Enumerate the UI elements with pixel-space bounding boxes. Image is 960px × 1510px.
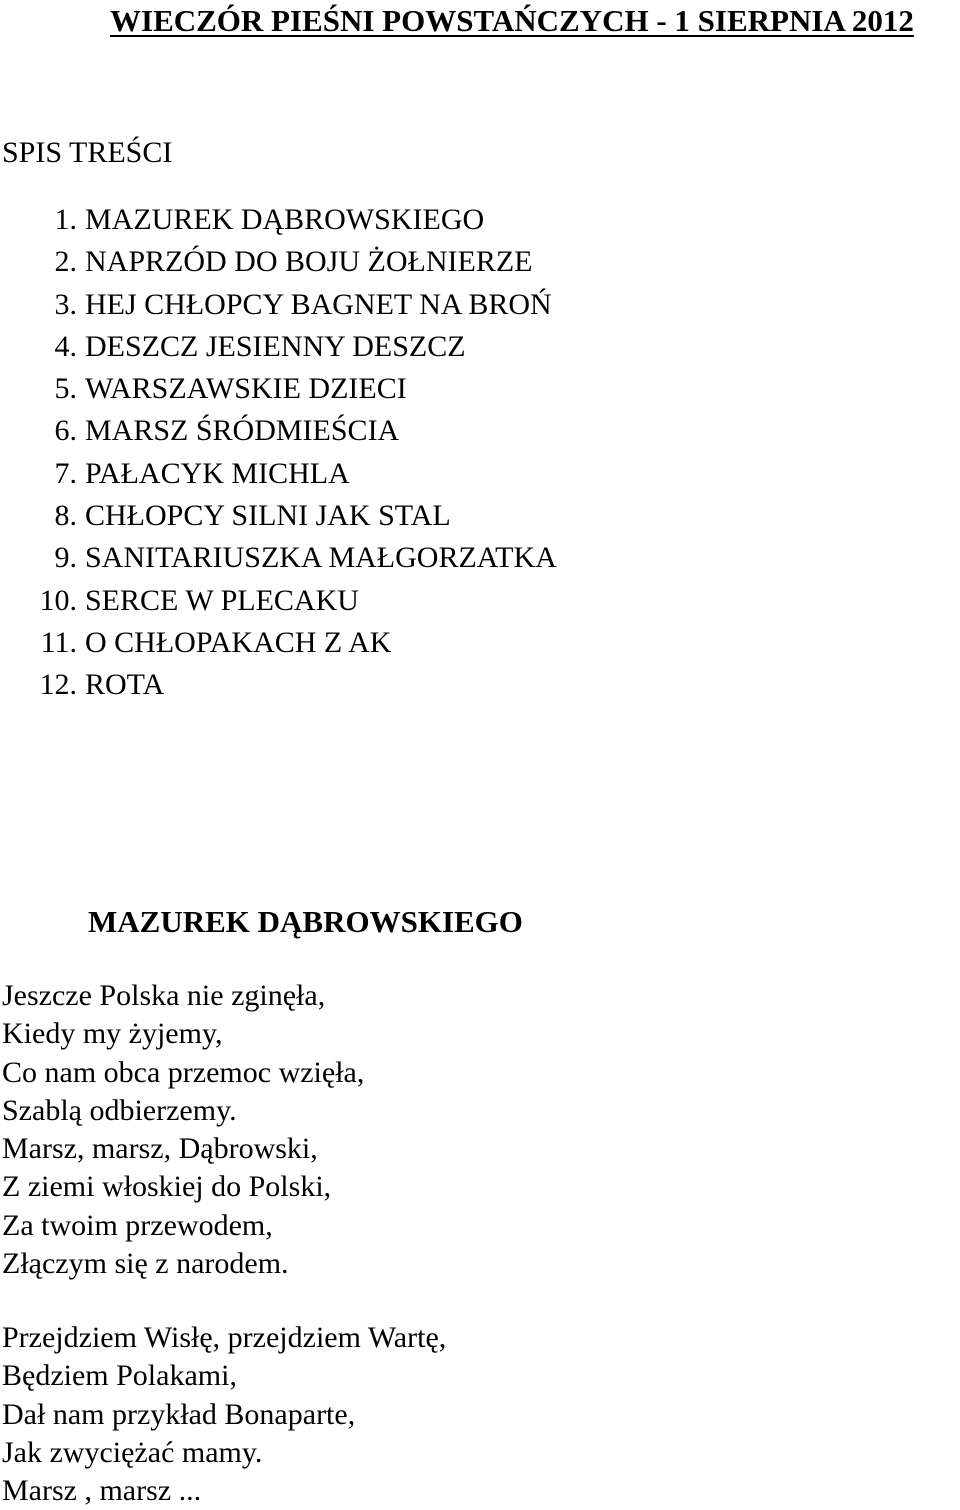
toc-item-title: WARSZAWSKIE DZIECI xyxy=(85,372,407,406)
toc-item xyxy=(2,199,557,241)
toc-heading: SPIS TREŚCI xyxy=(2,136,173,169)
lyric-line: Kiedy my żyjemy, xyxy=(2,1017,223,1051)
toc-item-title: SERCE W PLECAKU xyxy=(85,583,359,617)
stanza-1 xyxy=(2,977,364,1283)
toc-item-title: MAZUREK DĄBROWSKIEGO xyxy=(85,203,485,236)
toc-item-title: SANITARIUSZKA MAŁGORZATKA xyxy=(85,541,557,575)
lyric-line: Z ziemi włoskiej do Polski, xyxy=(2,1170,332,1204)
toc-item-title: DESZCZ JESIENNY DESZCZ xyxy=(85,329,466,363)
song-title: MAZUREK DĄBROWSKIEGO xyxy=(88,904,523,939)
toc-item xyxy=(2,453,557,495)
toc-item xyxy=(2,241,557,283)
toc-item-number: 1. xyxy=(54,203,77,236)
lyric-line: Co nam obca przemoc wzięła, xyxy=(2,1055,365,1089)
toc-item-number: 4. xyxy=(54,329,77,363)
lyric-line: Dał nam przykład Bonaparte, xyxy=(2,1397,356,1431)
toc-item-number: 5. xyxy=(54,372,77,406)
toc-item xyxy=(2,284,557,326)
toc-item xyxy=(2,580,557,622)
toc-item xyxy=(2,495,557,537)
toc-item-title: MARSZ ŚRÓDMIEŚCIA xyxy=(85,414,400,448)
stanza-2 xyxy=(2,1319,446,1510)
toc-item-title: NAPRZÓD DO BOJU ŻOŁNIERZE xyxy=(85,245,533,279)
lyric-line: Jeszcze Polska nie zginęła, xyxy=(2,979,326,1012)
toc-item-number: 2. xyxy=(54,245,77,279)
lyric-line: Za twoim przewodem, xyxy=(2,1208,273,1242)
lyric-line: Będziem Polakami, xyxy=(2,1359,237,1393)
lyric-line: Marsz , marsz ... xyxy=(2,1474,202,1508)
toc-item-number: 10. xyxy=(39,583,77,617)
toc-item xyxy=(2,537,557,579)
toc-item xyxy=(2,664,557,706)
toc-item xyxy=(2,622,557,664)
toc-item-title: O CHŁOPAKACH Z AK xyxy=(85,625,392,659)
toc-item xyxy=(2,368,557,410)
lyric-line: Marsz, marsz, Dąbrowski, xyxy=(2,1132,318,1166)
lyric-line: Jak zwyciężać mamy. xyxy=(2,1435,263,1469)
toc-item xyxy=(2,410,557,452)
lyric-line: Złączym się z narodem. xyxy=(2,1247,289,1281)
toc-item-number: 7. xyxy=(54,456,77,490)
toc-item-number: 12. xyxy=(39,668,77,702)
toc-item-number: 9. xyxy=(54,541,77,575)
toc-item-number: 6. xyxy=(54,414,77,448)
lyric-line: Szablą odbierzemy. xyxy=(2,1093,237,1127)
toc-item-title: HEJ CHŁOPCY BAGNET NA BROŃ xyxy=(85,287,552,321)
toc-item-number: 11. xyxy=(40,625,77,659)
table-of-contents xyxy=(2,199,557,707)
toc-item-title: CHŁOPCY SILNI JAK STAL xyxy=(85,499,451,533)
toc-item-title: ROTA xyxy=(85,668,165,702)
toc-item-number: 3. xyxy=(54,287,77,321)
lyric-line: Przejdziem Wisłę, przejdziem Wartę, xyxy=(2,1321,447,1354)
toc-item-number: 8. xyxy=(54,499,77,533)
toc-item xyxy=(2,326,557,368)
document-title: WIECZÓR PIEŚNI POWSTAŃCZYCH - 1 SIERPNIA 2012 xyxy=(110,3,914,38)
toc-item-title: PAŁACYK MICHLA xyxy=(85,456,350,490)
